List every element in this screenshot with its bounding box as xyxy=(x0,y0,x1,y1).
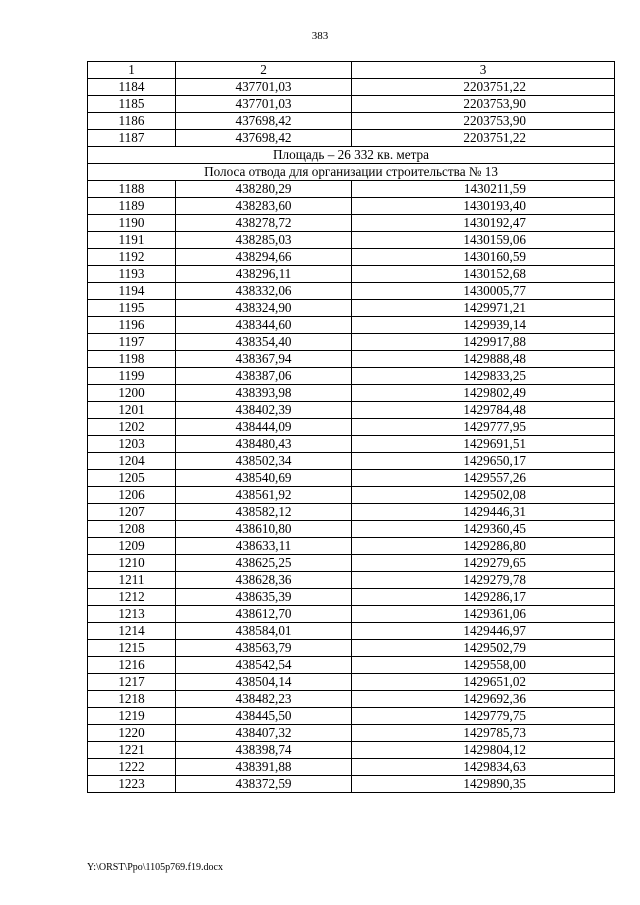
table-row xyxy=(88,708,615,725)
point-number-cell: 1199 xyxy=(88,368,176,385)
point-number-cell: 1185 xyxy=(88,96,176,113)
point-number-cell: 1186 xyxy=(88,113,176,130)
table-row xyxy=(88,674,615,691)
table-body xyxy=(88,79,615,793)
table-row xyxy=(88,691,615,708)
header-col-1: 1 xyxy=(88,62,176,79)
x-coordinate-cell: 438407,32 xyxy=(176,725,352,742)
x-coordinate-cell: 438445,50 xyxy=(176,708,352,725)
y-coordinate-cell: 1430160,59 xyxy=(352,249,615,266)
y-coordinate-cell: 1429779,75 xyxy=(352,708,615,725)
x-coordinate-cell: 438393,98 xyxy=(176,385,352,402)
y-coordinate-cell: 1429971,21 xyxy=(352,300,615,317)
x-coordinate-cell: 437701,03 xyxy=(176,96,352,113)
point-number-cell: 1213 xyxy=(88,606,176,623)
y-coordinate-cell: 1429691,51 xyxy=(352,436,615,453)
table-header xyxy=(88,62,615,79)
x-coordinate-cell: 438504,14 xyxy=(176,674,352,691)
y-coordinate-cell: 1429650,17 xyxy=(352,453,615,470)
point-number-cell: 1201 xyxy=(88,402,176,419)
table-row xyxy=(88,232,615,249)
header-col-2: 2 xyxy=(176,62,352,79)
point-number-cell: 1184 xyxy=(88,79,176,96)
area-row-cell: Площадь – 26 332 кв. метра xyxy=(88,147,615,164)
y-coordinate-cell: 1429834,63 xyxy=(352,759,615,776)
x-coordinate-cell: 438482,23 xyxy=(176,691,352,708)
x-coordinate-cell: 438561,92 xyxy=(176,487,352,504)
x-coordinate-cell: 437701,03 xyxy=(176,79,352,96)
point-number-cell: 1216 xyxy=(88,657,176,674)
table-row xyxy=(88,589,615,606)
x-coordinate-cell: 438354,40 xyxy=(176,334,352,351)
point-number-cell: 1220 xyxy=(88,725,176,742)
table-row xyxy=(88,215,615,232)
table-row xyxy=(88,96,615,113)
y-coordinate-cell: 1429917,88 xyxy=(352,334,615,351)
x-coordinate-cell: 438563,79 xyxy=(176,640,352,657)
table-row xyxy=(88,725,615,742)
table-row xyxy=(88,351,615,368)
table-row xyxy=(88,249,615,266)
table-row xyxy=(88,776,615,793)
table-row xyxy=(88,181,615,198)
table-row xyxy=(88,368,615,385)
point-number-cell: 1205 xyxy=(88,470,176,487)
point-number-cell: 1214 xyxy=(88,623,176,640)
y-coordinate-cell: 1429804,12 xyxy=(352,742,615,759)
x-coordinate-cell: 438610,80 xyxy=(176,521,352,538)
point-number-cell: 1211 xyxy=(88,572,176,589)
point-number-cell: 1210 xyxy=(88,555,176,572)
table-row xyxy=(88,130,615,147)
y-coordinate-cell: 1430005,77 xyxy=(352,283,615,300)
y-coordinate-cell: 1429890,35 xyxy=(352,776,615,793)
area-row xyxy=(88,147,615,164)
point-number-cell: 1197 xyxy=(88,334,176,351)
table-row xyxy=(88,317,615,334)
y-coordinate-cell: 1430193,40 xyxy=(352,198,615,215)
x-coordinate-cell: 438332,06 xyxy=(176,283,352,300)
y-coordinate-cell: 1429558,00 xyxy=(352,657,615,674)
point-number-cell: 1209 xyxy=(88,538,176,555)
x-coordinate-cell: 437698,42 xyxy=(176,130,352,147)
y-coordinate-cell: 1429279,78 xyxy=(352,572,615,589)
table-row xyxy=(88,385,615,402)
y-coordinate-cell: 1430152,68 xyxy=(352,266,615,283)
y-coordinate-cell: 2203753,90 xyxy=(352,113,615,130)
table-row xyxy=(88,453,615,470)
y-coordinate-cell: 1429446,31 xyxy=(352,504,615,521)
x-coordinate-cell: 438391,88 xyxy=(176,759,352,776)
y-coordinate-cell: 1430211,59 xyxy=(352,181,615,198)
table-row xyxy=(88,555,615,572)
y-coordinate-cell: 1429286,80 xyxy=(352,538,615,555)
x-coordinate-cell: 438294,66 xyxy=(176,249,352,266)
point-number-cell: 1217 xyxy=(88,674,176,691)
point-number-cell: 1215 xyxy=(88,640,176,657)
y-coordinate-cell: 1429361,06 xyxy=(352,606,615,623)
point-number-cell: 1188 xyxy=(88,181,176,198)
y-coordinate-cell: 1429802,49 xyxy=(352,385,615,402)
y-coordinate-cell: 1429692,36 xyxy=(352,691,615,708)
y-coordinate-cell: 1429286,17 xyxy=(352,589,615,606)
y-coordinate-cell: 1429502,08 xyxy=(352,487,615,504)
point-number-cell: 1207 xyxy=(88,504,176,521)
point-number-cell: 1206 xyxy=(88,487,176,504)
table-row xyxy=(88,334,615,351)
point-number-cell: 1191 xyxy=(88,232,176,249)
table-row xyxy=(88,470,615,487)
point-number-cell: 1187 xyxy=(88,130,176,147)
point-number-cell: 1195 xyxy=(88,300,176,317)
table-row xyxy=(88,572,615,589)
table-row xyxy=(88,538,615,555)
y-coordinate-cell: 1429360,45 xyxy=(352,521,615,538)
x-coordinate-cell: 438324,90 xyxy=(176,300,352,317)
point-number-cell: 1200 xyxy=(88,385,176,402)
table-row xyxy=(88,657,615,674)
y-coordinate-cell: 1429784,48 xyxy=(352,402,615,419)
point-number-cell: 1189 xyxy=(88,198,176,215)
point-number-cell: 1190 xyxy=(88,215,176,232)
point-number-cell: 1193 xyxy=(88,266,176,283)
y-coordinate-cell: 1429502,79 xyxy=(352,640,615,657)
section-title-row-cell: Полоса отвода для организации строительства № 13 xyxy=(88,164,615,181)
y-coordinate-cell: 1429939,14 xyxy=(352,317,615,334)
header-row xyxy=(88,62,615,79)
x-coordinate-cell: 438444,09 xyxy=(176,419,352,436)
point-number-cell: 1219 xyxy=(88,708,176,725)
x-coordinate-cell: 438628,36 xyxy=(176,572,352,589)
x-coordinate-cell: 438387,06 xyxy=(176,368,352,385)
x-coordinate-cell: 438502,34 xyxy=(176,453,352,470)
x-coordinate-cell: 438285,03 xyxy=(176,232,352,249)
point-number-cell: 1194 xyxy=(88,283,176,300)
x-coordinate-cell: 438398,74 xyxy=(176,742,352,759)
point-number-cell: 1218 xyxy=(88,691,176,708)
x-coordinate-cell: 438296,11 xyxy=(176,266,352,283)
table-row xyxy=(88,623,615,640)
x-coordinate-cell: 438344,60 xyxy=(176,317,352,334)
table-row xyxy=(88,198,615,215)
section-title-row xyxy=(88,164,615,181)
point-number-cell: 1204 xyxy=(88,453,176,470)
x-coordinate-cell: 438402,39 xyxy=(176,402,352,419)
y-coordinate-cell: 2203753,90 xyxy=(352,96,615,113)
x-coordinate-cell: 438542,54 xyxy=(176,657,352,674)
point-number-cell: 1198 xyxy=(88,351,176,368)
point-number-cell: 1203 xyxy=(88,436,176,453)
table-row xyxy=(88,300,615,317)
y-coordinate-cell: 2203751,22 xyxy=(352,130,615,147)
page-number: 383 xyxy=(311,30,329,42)
x-coordinate-cell: 438584,01 xyxy=(176,623,352,640)
x-coordinate-cell: 438540,69 xyxy=(176,470,352,487)
y-coordinate-cell: 1429279,65 xyxy=(352,555,615,572)
point-number-cell: 1212 xyxy=(88,589,176,606)
x-coordinate-cell: 438625,25 xyxy=(176,555,352,572)
table-row xyxy=(88,419,615,436)
x-coordinate-cell: 438283,60 xyxy=(176,198,352,215)
y-coordinate-cell: 2203751,22 xyxy=(352,79,615,96)
table-row xyxy=(88,606,615,623)
table-row xyxy=(88,487,615,504)
y-coordinate-cell: 1429651,02 xyxy=(352,674,615,691)
table-row xyxy=(88,640,615,657)
table-row xyxy=(88,521,615,538)
point-number-cell: 1222 xyxy=(88,759,176,776)
y-coordinate-cell: 1429833,25 xyxy=(352,368,615,385)
x-coordinate-cell: 437698,42 xyxy=(176,113,352,130)
x-coordinate-cell: 438612,70 xyxy=(176,606,352,623)
table-row xyxy=(88,402,615,419)
table-row xyxy=(88,266,615,283)
header-col-3: 3 xyxy=(352,62,615,79)
table-row xyxy=(88,113,615,130)
point-number-cell: 1223 xyxy=(88,776,176,793)
y-coordinate-cell: 1429557,26 xyxy=(352,470,615,487)
x-coordinate-cell: 438635,39 xyxy=(176,589,352,606)
table-row xyxy=(88,283,615,300)
y-coordinate-cell: 1429446,97 xyxy=(352,623,615,640)
point-number-cell: 1202 xyxy=(88,419,176,436)
x-coordinate-cell: 438633,11 xyxy=(176,538,352,555)
table-row xyxy=(88,759,615,776)
x-coordinate-cell: 438367,94 xyxy=(176,351,352,368)
y-coordinate-cell: 1430159,06 xyxy=(352,232,615,249)
y-coordinate-cell: 1429888,48 xyxy=(352,351,615,368)
footer-file-path: Y:\ORST\Ppo\1105p769.f19.docx xyxy=(87,862,223,873)
coordinates-table xyxy=(87,61,615,793)
y-coordinate-cell: 1429785,73 xyxy=(352,725,615,742)
point-number-cell: 1208 xyxy=(88,521,176,538)
y-coordinate-cell: 1429777,95 xyxy=(352,419,615,436)
table-row xyxy=(88,436,615,453)
point-number-cell: 1192 xyxy=(88,249,176,266)
table-row xyxy=(88,79,615,96)
table-row xyxy=(88,742,615,759)
x-coordinate-cell: 438480,43 xyxy=(176,436,352,453)
point-number-cell: 1221 xyxy=(88,742,176,759)
x-coordinate-cell: 438372,59 xyxy=(176,776,352,793)
x-coordinate-cell: 438582,12 xyxy=(176,504,352,521)
table-row xyxy=(88,504,615,521)
x-coordinate-cell: 438280,29 xyxy=(176,181,352,198)
x-coordinate-cell: 438278,72 xyxy=(176,215,352,232)
y-coordinate-cell: 1430192,47 xyxy=(352,215,615,232)
point-number-cell: 1196 xyxy=(88,317,176,334)
